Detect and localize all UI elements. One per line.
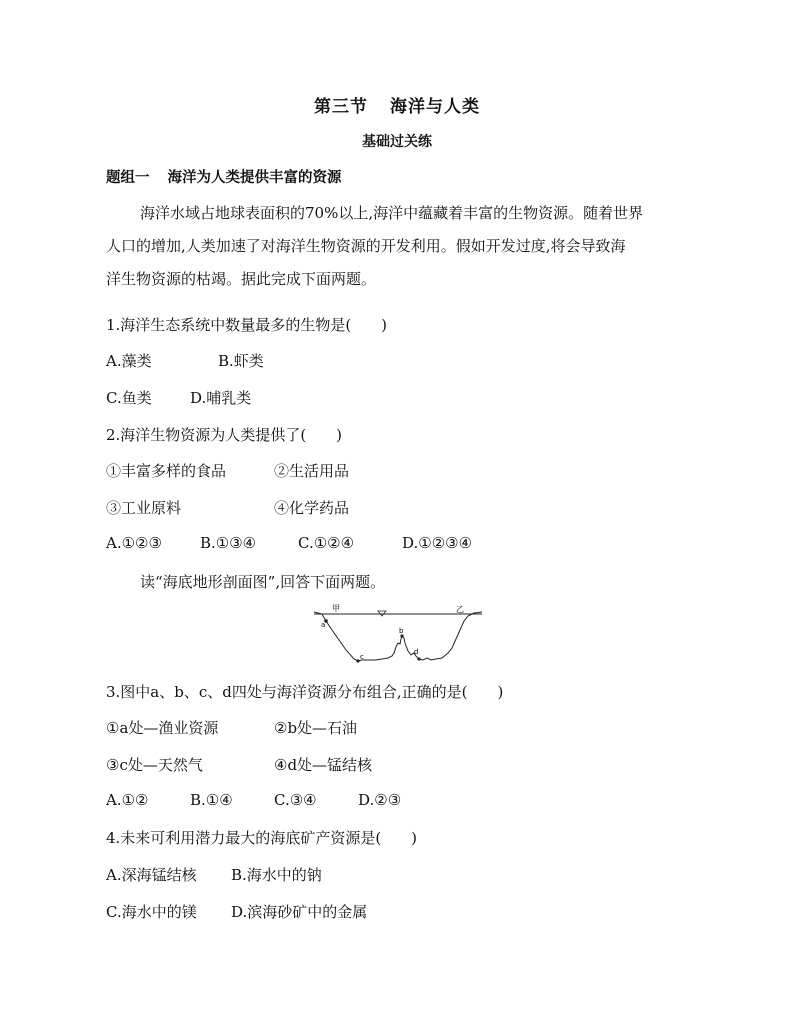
seafloor-profile-line (314, 612, 482, 661)
q3-item-4: ④d处—锰结核 (274, 756, 373, 774)
q2-item-3: ③工业原料 (106, 499, 182, 517)
q1-option-d: D.哺乳类 (190, 389, 252, 407)
q1-options-row2 (106, 387, 251, 408)
group-name: 海洋为人类提供丰富的资源 (167, 170, 342, 186)
label-a: a (321, 621, 326, 629)
q3-items-row2 (106, 754, 372, 775)
q2-item-4: ④化学药品 (274, 499, 350, 517)
sea-level-marker-icon (378, 611, 386, 616)
page-subtitle: 基础过关练 (362, 134, 432, 150)
q2-item-2: ②生活用品 (274, 462, 350, 480)
page-title (0, 92, 794, 117)
intro1-line2: 人口的增加,人类加速了对海洋生物资源的开发利用。假如开发过度,将会导致海 (106, 237, 626, 255)
q4-option-c: C.海水中的镁 (106, 903, 197, 921)
q1-options-row1 (106, 350, 264, 371)
q2-items-row1 (106, 460, 349, 481)
q3-option-a: A.①② (106, 791, 149, 809)
q1-option-c: C.鱼类 (106, 389, 152, 407)
label-jia: 甲 (332, 604, 340, 613)
q3-item-2: ②b处—石油 (274, 719, 358, 737)
intro-paragraph-2: 读“海底地形剖面图”,回答下面两题。 (140, 573, 386, 591)
q3-items-row1 (106, 717, 357, 738)
q4-option-d: D.滨海砂矿中的金属 (231, 903, 368, 921)
group-label: 题组一 (106, 170, 150, 186)
label-b: b (399, 627, 404, 635)
q3-item-1: ①a处—渔业资源 (106, 719, 219, 737)
q4-options-row1 (106, 864, 322, 885)
q2-option-a: A.①②③ (106, 534, 162, 552)
q4-stem: 4.未来可利用潜力最大的海底矿产资源是( ) (106, 829, 418, 847)
q3-option-b: B.①④ (190, 791, 233, 809)
section-number: 第三节 (314, 97, 368, 117)
q2-stem: 2.海洋生物资源为人类提供了( ) (106, 426, 343, 444)
q2-option-b: B.①③④ (200, 534, 257, 552)
q4-option-b: B.海水中的钠 (231, 866, 322, 884)
q4-options-row2 (106, 901, 367, 922)
point-d-marker (417, 657, 420, 660)
q1-option-b: B.虾类 (218, 352, 264, 370)
q3-options (106, 791, 401, 809)
q2-options (106, 534, 472, 552)
q2-option-d: D.①②③④ (402, 534, 473, 552)
q2-items-row2 (106, 497, 349, 518)
q3-option-d: D.②③ (358, 791, 402, 809)
label-d: d (414, 648, 419, 656)
seafloor-profile-diagram (312, 603, 486, 669)
label-yi: 乙 (456, 605, 464, 614)
q1-option-a: A.藻类 (106, 352, 152, 370)
q2-option-c: C.①②④ (298, 534, 355, 552)
intro1-line1: 海洋水域占地球表面积的70%以上,海洋中蕴藏着丰富的生物资源。随着世界 (140, 204, 644, 222)
q3-option-c: C.③④ (274, 791, 317, 809)
label-c: c (360, 653, 364, 661)
question-group-heading (106, 166, 342, 187)
q4-option-a: A.深海锰结核 (106, 866, 197, 884)
intro1-line3: 洋生物资源的枯竭。据此完成下面两题。 (106, 270, 377, 288)
q3-stem: 3.图中a、b、c、d四处与海洋资源分布组合,正确的是( ) (106, 683, 504, 701)
q3-item-3: ③c处—天然气 (106, 756, 203, 774)
q2-item-1: ①丰富多样的食品 (106, 462, 227, 480)
section-name: 海洋与人类 (390, 97, 480, 117)
intro-paragraph-1 (106, 197, 694, 296)
q1-stem: 1.海洋生态系统中数量最多的生物是( ) (106, 316, 388, 334)
